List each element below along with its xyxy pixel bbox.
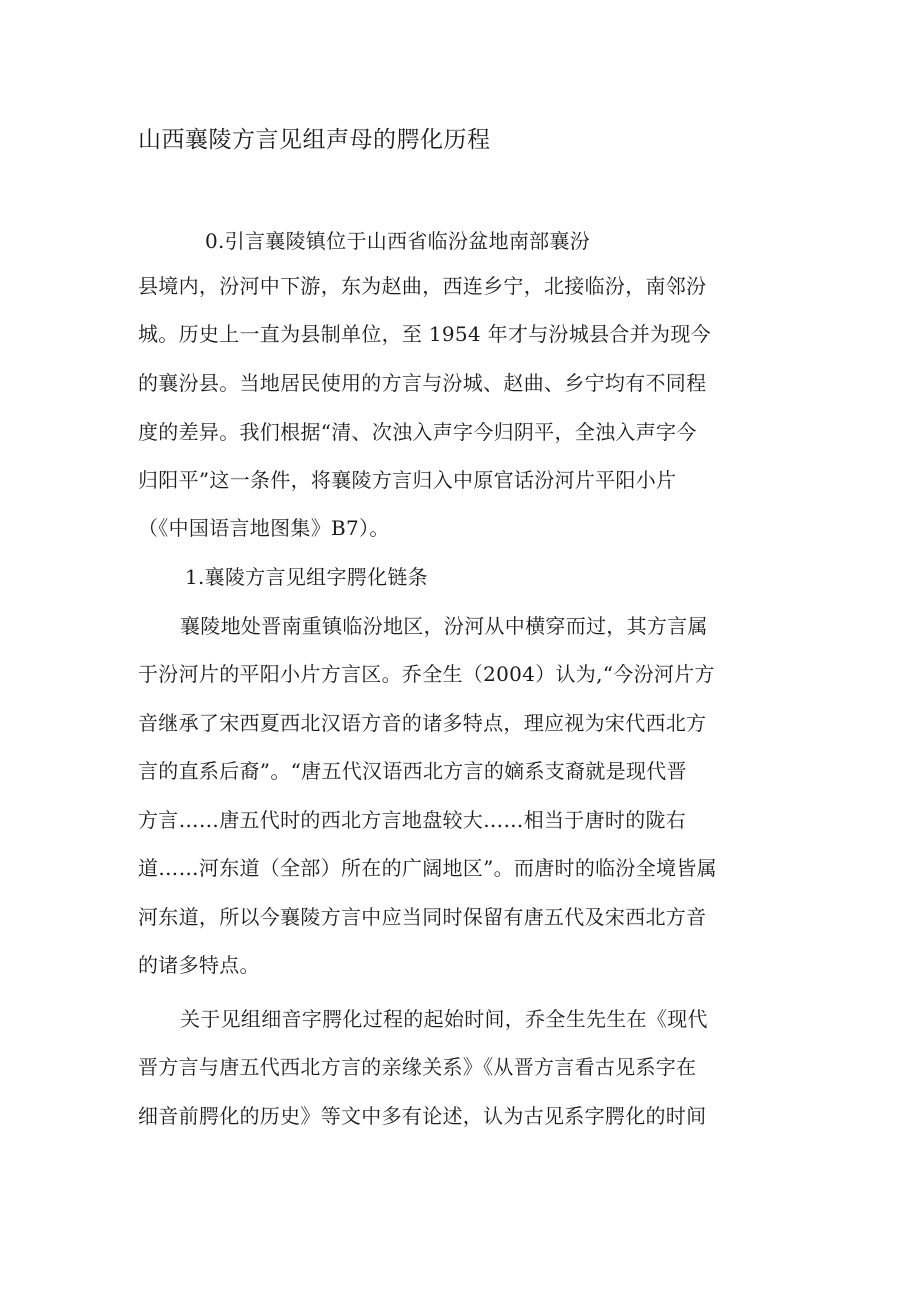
paragraph-line: 0.引言襄陵镇位于山西省临汾盆地南部襄汾 [205, 229, 591, 253]
paragraph-line: 县境内，汾河中下游，东为赵曲，西连乡宁，北接临汾，南邻汾 [138, 274, 707, 298]
paragraph-line: 音继承了宋西夏西北汉语方音的诸多特点，理应视为宋代西北方 [138, 711, 707, 735]
paragraph-line: 的襄汾县。当地居民使用的方言与汾城、赵曲、乡宁均有不同程 [138, 371, 707, 395]
paragraph-line: 城。历史上一直为县制单位，至 1954 年才与汾城县合并为现今 [138, 322, 711, 346]
paragraph-line: 于汾河片的平阳小片方言区。乔全生（2004）认为,“今汾河片方 [138, 662, 715, 686]
paragraph-line: 襄陵地处晋南重镇临汾地区，汾河从中横穿而过，其方言属 [180, 614, 708, 638]
paragraph-line: 方言……唐五代时的西北方言地盘较大……相当于唐时的陇右 [138, 808, 687, 832]
paragraph-line: 道……河东道（全部）所在的广阔地区”。而唐时的临汾全境皆属 [138, 856, 717, 880]
paragraph-line: 的诸多特点。 [138, 953, 260, 977]
paragraph-line: （《中国语言地图集》B7）。 [138, 516, 390, 540]
paragraph-line: 细音前腭化的历史》等文中多有论述，认为古见系字腭化的时间 [138, 1104, 707, 1128]
paragraph-line: 归阳平”这一条件，将襄陵方言归入中原官话汾河片平阳小片 [138, 468, 677, 492]
paragraph-line: 言的直系后裔”。“唐五代汉语西北方言的嫡系支裔就是现代晋 [138, 759, 687, 783]
document-title: 山西襄陵方言见组声母的腭化历程 [138, 127, 491, 153]
section-heading: 1.襄陵方言见组字腭化链条 [185, 565, 428, 589]
paragraph-line: 度的差异。我们根据“清、次浊入声字今归阴平，全浊入声字今 [138, 420, 697, 444]
paragraph-line: 关于见组细音字腭化过程的起始时间，乔全生先生在《现代 [180, 1007, 708, 1031]
paragraph-line: 晋方言与唐五代西北方言的亲缘关系》《从晋方言看古见系字在 [138, 1055, 697, 1079]
paragraph-line: 河东道，所以今襄陵方言中应当同时保留有唐五代及宋西北方音 [138, 905, 707, 929]
